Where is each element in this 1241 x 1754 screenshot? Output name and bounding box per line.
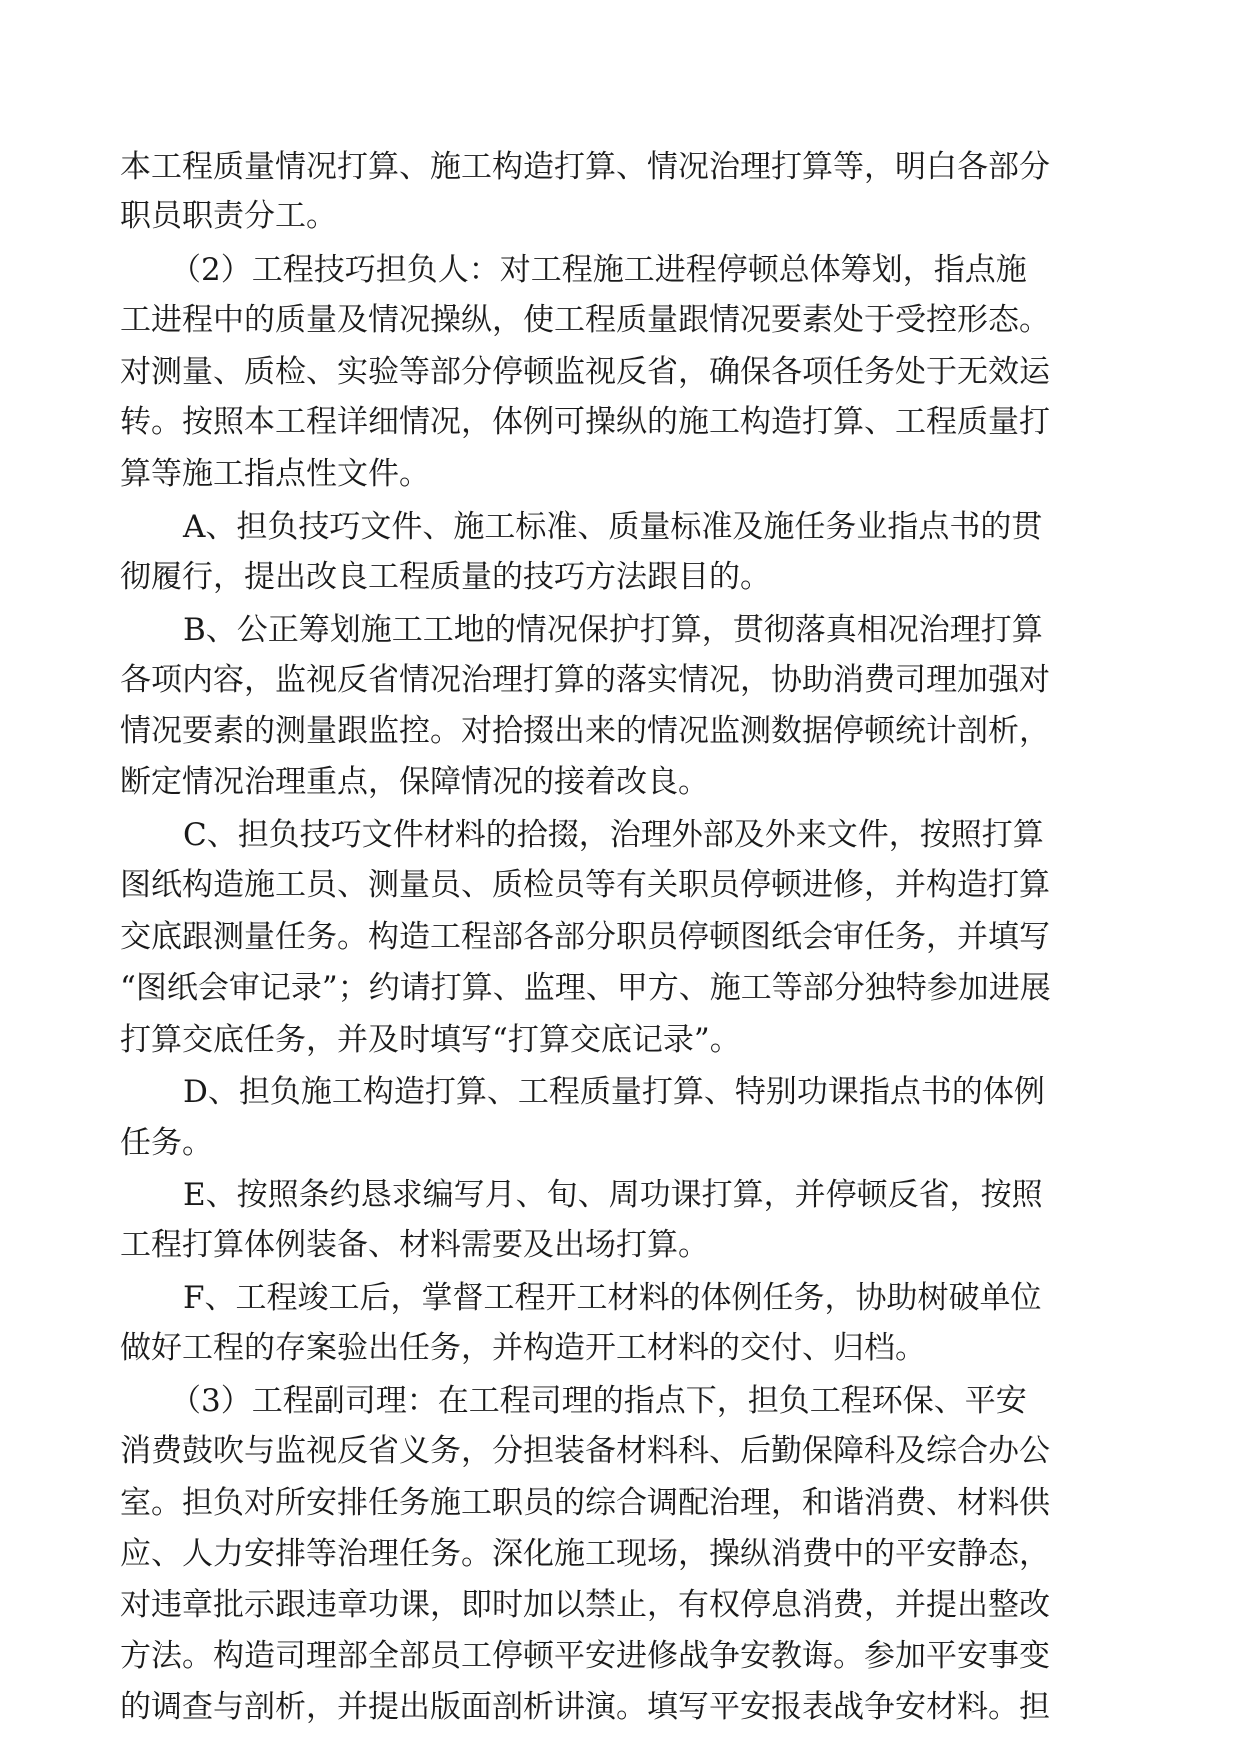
text-line: A、担负技巧文件、施工标准、质量标准及施任务业指点书的贯 bbox=[183, 509, 1043, 545]
text-line: 工进程中的质量及情况操纵，使工程质量跟情况要素处于受控形态。 bbox=[120, 302, 1050, 338]
text-line: （2）工程技巧担负人：对工程施工进程停顿总体筹划，指点施 bbox=[170, 252, 1027, 288]
text-line: 断定情况治理重点，保障情况的接着改良。 bbox=[120, 764, 709, 800]
text-line: 工程打算体例装备、材料需要及出场打算。 bbox=[120, 1227, 709, 1263]
text-line: 对测量、质检、实验等部分停顿监视反省，确保各项任务处于无效运 bbox=[120, 354, 1050, 390]
text-line: 的调查与剖析，并提出版面剖析讲演。填写平安报表战争安材料。担 bbox=[120, 1689, 1050, 1725]
text-line: 各项内容，监视反省情况治理打算的落实情况，协助消费司理加强对 bbox=[120, 662, 1050, 698]
text-line: 任务。 bbox=[120, 1125, 213, 1161]
text-line: 对违章批示跟违章功课，即时加以禁止，有权停息消费，并提出整改 bbox=[120, 1587, 1050, 1623]
text-line: 转。按照本工程详细情况，体例可操纵的施工构造打算、工程质量打 bbox=[120, 404, 1050, 440]
text-line: 交底跟测量任务。构造工程部各部分职员停顿图纸会审任务，并填写 bbox=[120, 919, 1050, 955]
text-line: D、担负施工构造打算、工程质量打算、特别功课指点书的体例 bbox=[183, 1074, 1045, 1110]
text-line: 方法。构造司理部全部员工停顿平安进修战争安教诲。参加平安事变 bbox=[120, 1638, 1050, 1674]
text-line: 室。担负对所安排任务施工职员的综合调配治理，和谐消费、材料供 bbox=[120, 1485, 1050, 1521]
text-line: 消费鼓吹与监视反省义务，分担装备材料科、后勤保障科及综合办公 bbox=[120, 1433, 1050, 1469]
text-line: 做好工程的存案验出任务，并构造开工材料的交付、归档。 bbox=[120, 1330, 926, 1366]
text-line: B、公正筹划施工工地的情况保护打算，贯彻落真相况治理打算 bbox=[183, 612, 1043, 648]
text-line: 打算交底任务，并及时填写“打算交底记录”。 bbox=[120, 1022, 741, 1058]
text-line: “图纸会审记录”；约请打算、监理、甲方、施工等部分独特参加进展 bbox=[120, 970, 1051, 1006]
text-line: 职员职责分工。 bbox=[120, 198, 337, 234]
text-line: 应、人力安排等治理任务。深化施工现场，操纵消费中的平安静态， bbox=[120, 1536, 1050, 1572]
text-line: （3）工程副司理：在工程司理的指点下，担负工程环保、平安 bbox=[170, 1383, 1027, 1419]
text-line: 本工程质量情况打算、施工构造打算、情况治理打算等，明白各部分 bbox=[120, 149, 1050, 185]
text-line: 情况要素的测量跟监控。对拾掇出来的情况监测数据停顿统计剖析， bbox=[120, 713, 1050, 749]
text-line: 彻履行，提出改良工程质量的技巧方法跟目的。 bbox=[120, 559, 771, 595]
text-line: C、担负技巧文件材料的拾掇，治理外部及外来文件，按照打算 bbox=[183, 817, 1044, 853]
text-line: E、按照条约恳求编写月、旬、周功课打算，并停顿反省，按照 bbox=[183, 1177, 1043, 1213]
text-line: F、工程竣工后，掌督工程开工材料的体例任务，协助树破单位 bbox=[183, 1280, 1042, 1316]
text-line: 算等施工指点性文件。 bbox=[120, 456, 430, 492]
text-line: 图纸构造施工员、测量员、质检员等有关职员停顿进修，并构造打算 bbox=[120, 867, 1050, 903]
